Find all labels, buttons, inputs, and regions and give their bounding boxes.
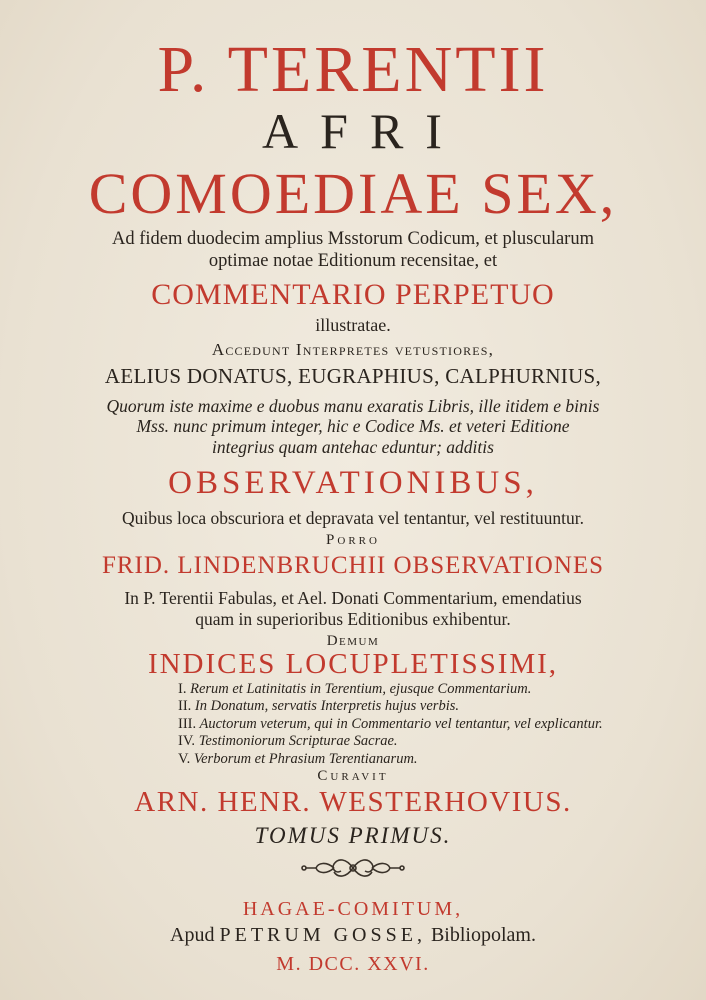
subtitle-line-1: Ad fidem duodecim amplius Msstorum Codicum, et pluscularum — [112, 229, 594, 249]
list-item: V. Verborum et Phrasium Terentianarum. — [178, 750, 418, 767]
apud-text: Apud — [170, 924, 215, 946]
commentary-heading: COMMENTARIO PERPETUO — [151, 278, 555, 311]
index-list — [178, 681, 603, 768]
porro-text: Porro — [326, 532, 380, 548]
quam-text: quam in superioribus Editionibus exhibentur. — [195, 609, 511, 629]
quorum-line-1: Quorum iste maxime e duobus manu exaratis Libris, ille itidem e binis — [106, 396, 600, 416]
list-item: I. Rerum et Latinitatis in Terentium, ejusque Commentarium. — [178, 681, 532, 697]
editor-name: ARN. HENR. WESTERHOVIUS. — [134, 786, 572, 818]
lindenbruch-heading: FRID. LINDENBRUCHII OBSERVATIONES — [101, 552, 605, 579]
quorum-line-3: integrius quam antehac eduntur; additis — [212, 437, 494, 457]
curavit-text: Curavit — [317, 768, 389, 784]
illustratae-text: illustratae. — [315, 315, 391, 335]
demum-text: Demum — [326, 633, 380, 649]
indices-heading: INDICES LOCUPLETISSIMI, — [147, 648, 559, 680]
in-terentii-text: In P. Terentii Fabulas, et Ael. Donati Commentarium, emendatius — [124, 588, 582, 608]
fleuron-ornament-icon — [0, 853, 706, 888]
list-item: II. In Donatum, servatis Interpretis hujus verbis. — [178, 698, 459, 715]
subtitle-line-2: optimae notae Editionum recensitae, et — [208, 251, 498, 271]
title-line-2: AFRI — [262, 103, 464, 159]
list-item: III. Auctorum veterum, qui in Commentario vel tentantur, vel explicantur. — [178, 715, 603, 732]
title-line-1: P. TERENTII — [157, 33, 549, 106]
imprint-place: HAGAE-COMITUM, — [242, 898, 464, 920]
bibliopolam-text: Bibliopolam. — [430, 924, 536, 946]
title-line-3: COMOEDIAE SEX, — [88, 161, 618, 226]
quorum-line-2: Mss. nunc primum integer, hic e Codice Ms. et veteri Editione — [136, 416, 570, 436]
volume-title: TOMUS PRIMUS. — [254, 823, 452, 848]
accedunt-text: Accedunt Interpretes vetustiores, — [211, 340, 495, 359]
quibus-text: Quibus loca obscuriora et depravata vel tentantur, vel restituuntur. — [122, 508, 584, 528]
printer-name: PETRUM GOSSE, — [219, 924, 426, 946]
interpreters-names: AELIUS DONATUS, EUGRAPHIUS, CALPHURNIUS, — [104, 364, 602, 388]
imprint-year: M. DCC. XXVI. — [276, 953, 430, 975]
imprint-printer-line — [0, 924, 706, 947]
list-item: IV. Testimoniorum Scripturae Sacrae. — [178, 733, 398, 750]
observationibus-heading: OBSERVATIONIBUS, — [168, 465, 538, 501]
